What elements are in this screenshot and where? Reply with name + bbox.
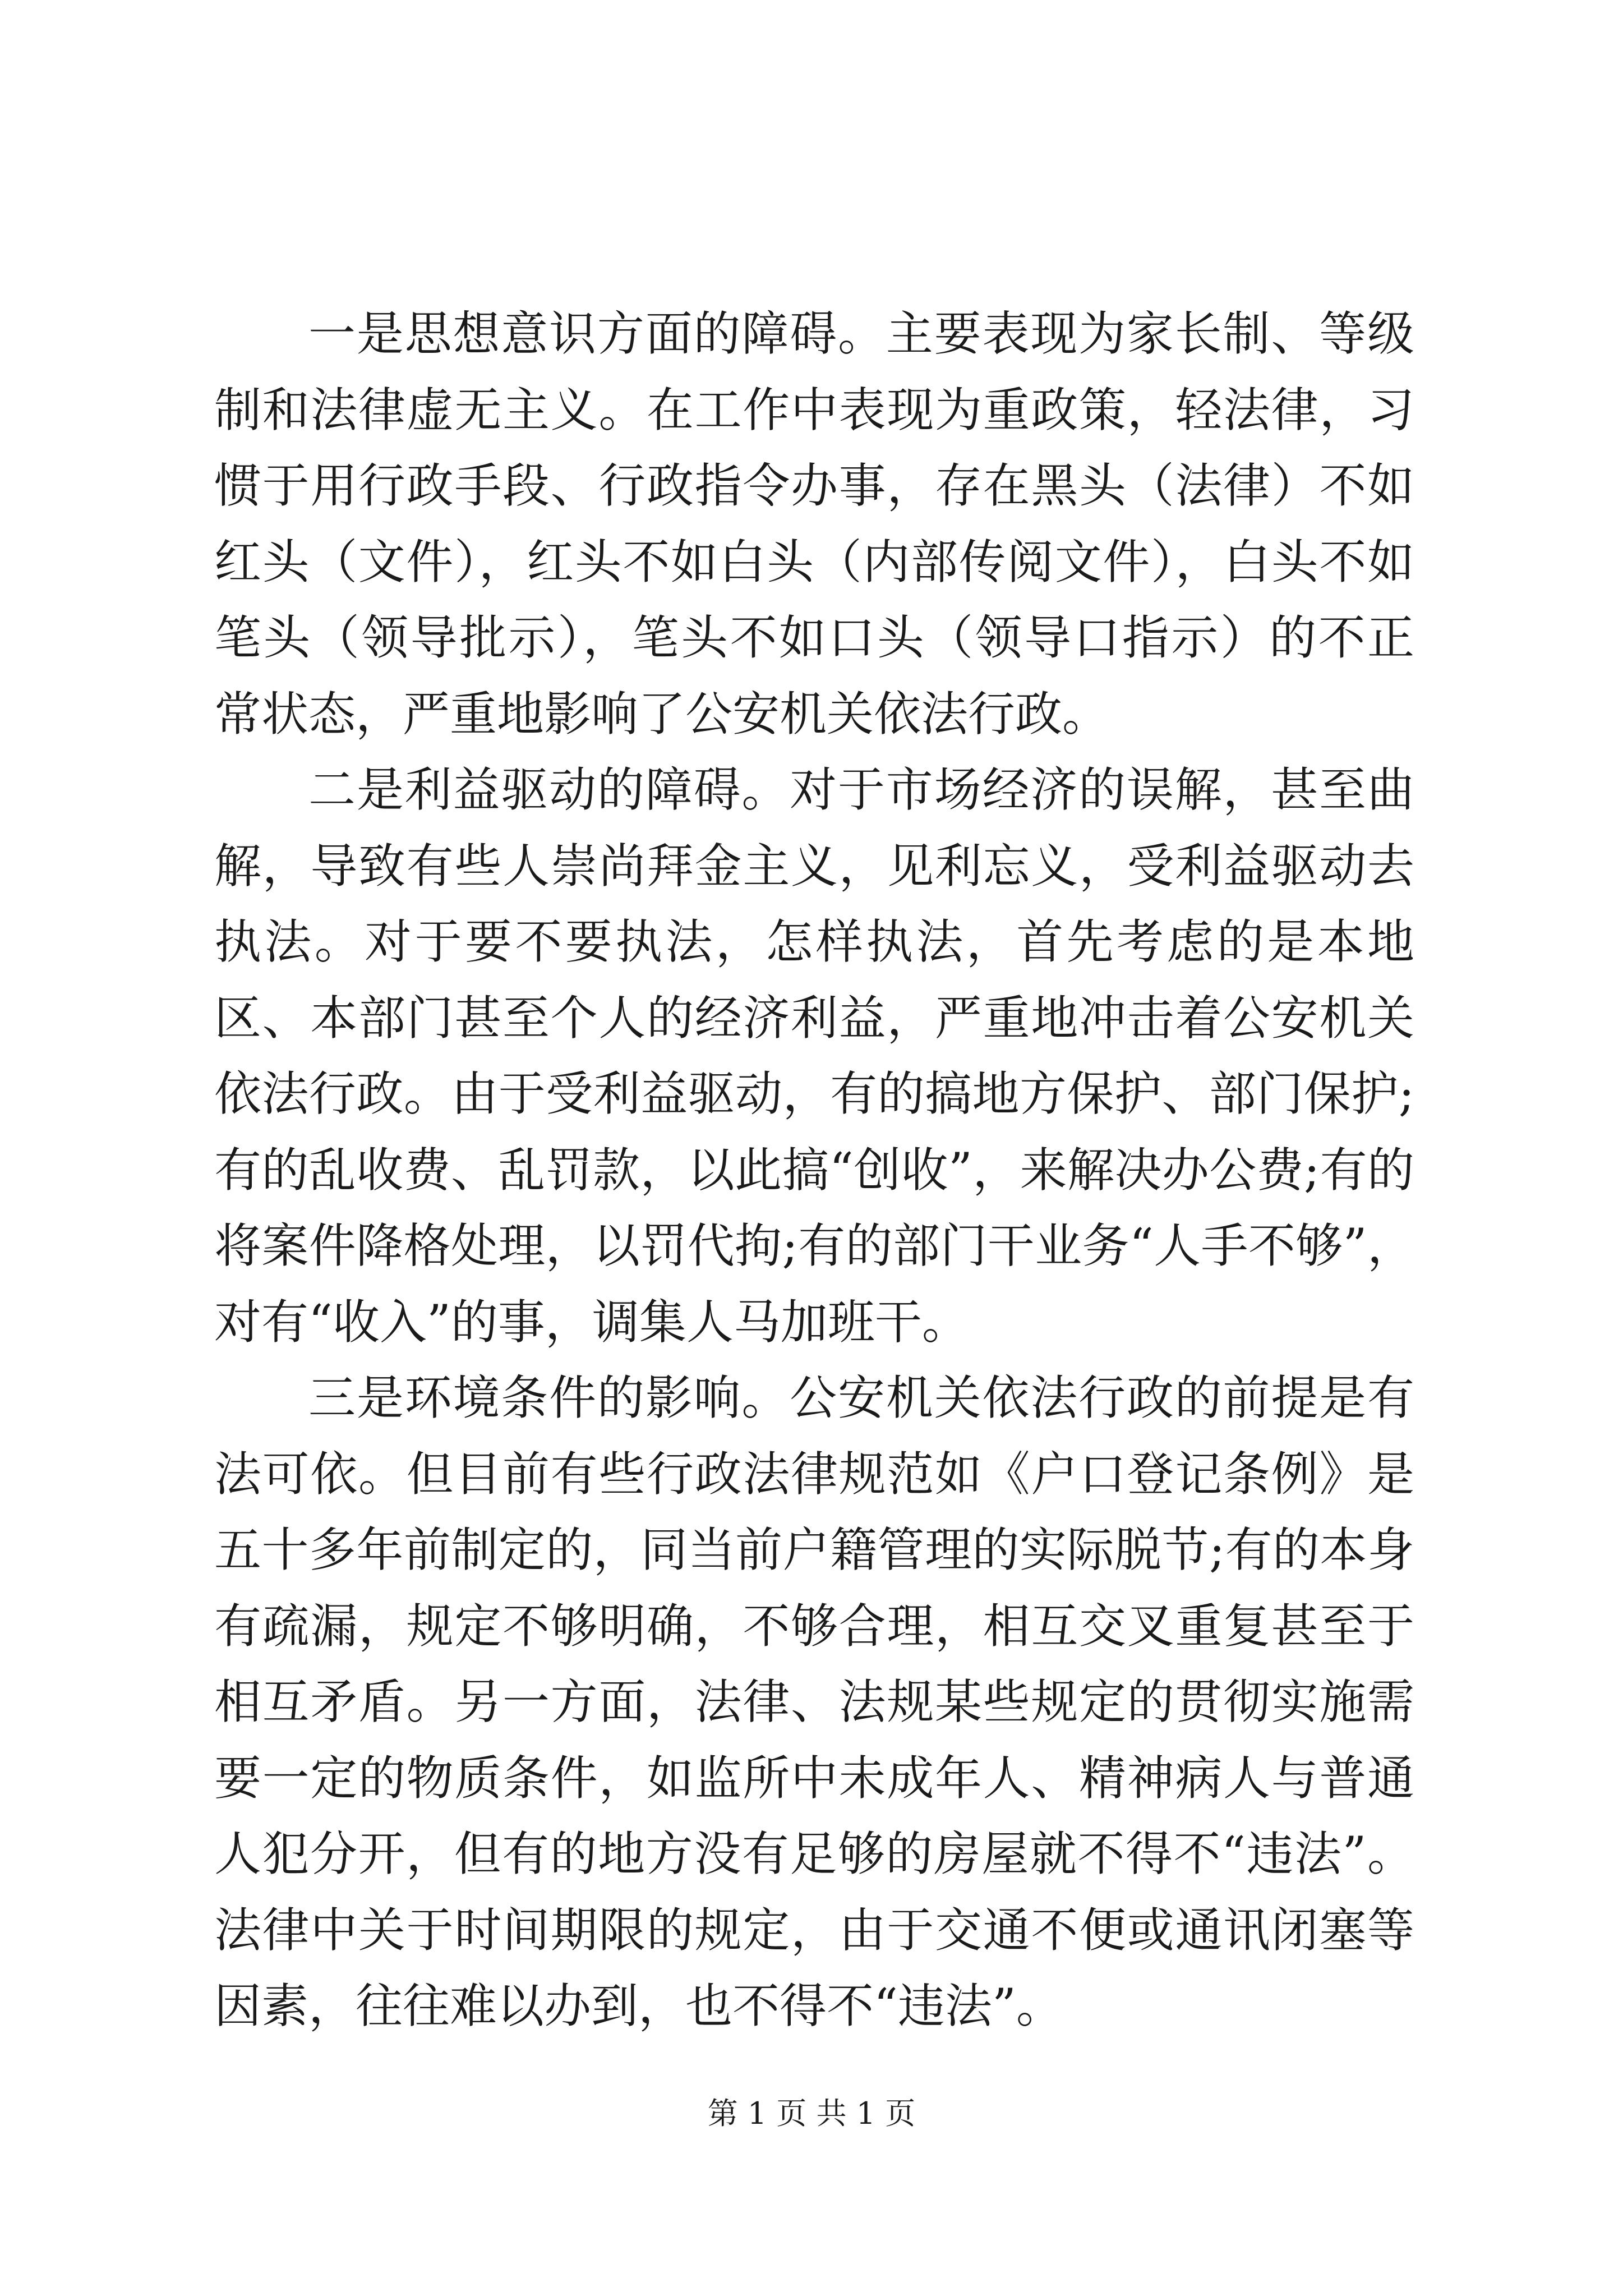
document-body: [214, 296, 1414, 2045]
paragraph-environment-influence: 三是环境条件的影响。公安机关依法行政的前提是有法可依。但目前有些行政法律规范如《户口登记条例》是五十多年前制定的，同当前户籍管理的实际脱节;有的本身有疏漏，规定不够明确，不够合理，相互交叉重复甚至于相互矛盾。另一方面，法律、法规某些规定的贯彻实施需要一定的物质条件，如监所中未成年人、精神病人与普通人犯分开，但有的地方没有足够的房屋就不得不“违法”。法律中关于时间期限的规定，由于交通不便或通讯闭塞等因素，往往难以办到，也不得不“违法”。: [214, 1370, 1414, 2033]
paragraph-interest-obstacle: 二是利益驱动的障碍。对于市场经济的误解，甚至曲解，导致有些人崇尚拜金主义，见利忘义，受利益驱动去执法。对于要不要执法，怎样执法，首先考虑的是本地区、本部门甚至个人的经济利益，严重地冲击着公安机关依法行政。由于受利益驱动，有的搞地方保护、部门保护;有的乱收费、乱罚款，以此搞“创收”，来解决办公费;有的将案件降格处理，以罚代拘;有的部门干业务“人手不够”，对有“收入”的事，调集人马加班干。: [214, 762, 1414, 1350]
page-number-footer: 第 1 页 共 1 页: [707, 2096, 916, 2131]
paragraph-ideology-obstacle: 一是思想意识方面的障碍。主要表现为家长制、等级制和法律虚无主义。在工作中表现为重政策，轻法律，习惯于用行政手段、行政指令办事，存在黑头（法律）不如红头（文件），红头不如白头（内部传阅文件），白头不如笔头（领导批示），笔头不如口头（领导口指示）的不正常状态，严重地影响了公安机关依法行政。: [214, 306, 1414, 742]
